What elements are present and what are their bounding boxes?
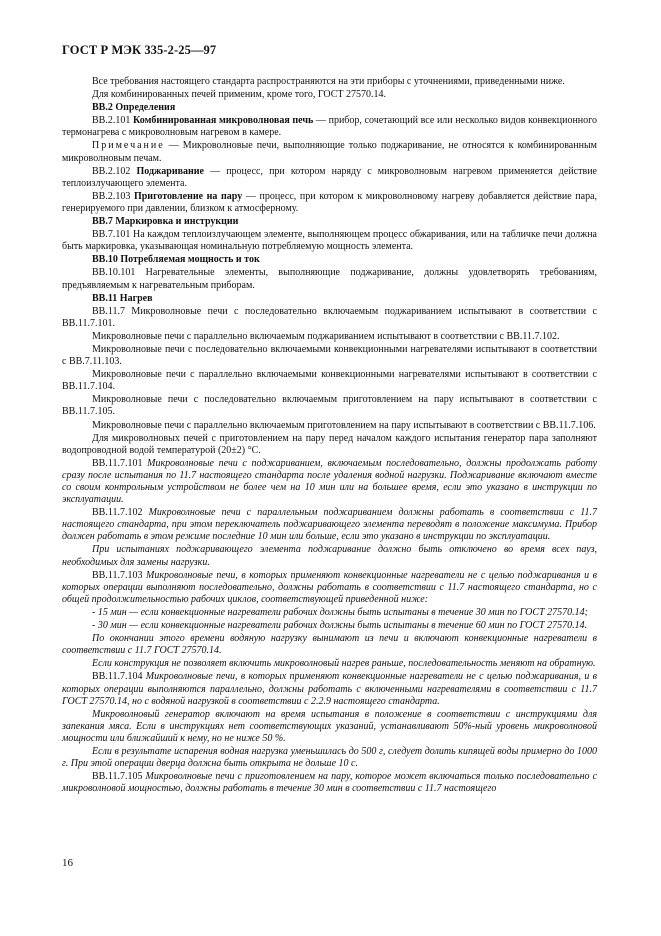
clause-number: ВВ.11.7.102 bbox=[92, 507, 143, 519]
italic-paragraph bbox=[62, 607, 597, 619]
defined-term: Приготовление на пару bbox=[133, 190, 243, 202]
clause-number: ВВ.11.7.104 bbox=[92, 671, 143, 683]
clause-text: При испытаниях поджаривающего элемента поджаривание должно быть отключено во время всех пауз, необходимых для замены нагрузки. bbox=[62, 544, 597, 568]
definition-text: — прибор, сочетающий все или несколько видов конвекционного термонагрева с микроволновым нагревом в камере. bbox=[62, 115, 598, 139]
body-paragraph bbox=[62, 420, 597, 432]
page-number: 16 bbox=[62, 857, 73, 869]
definition-text: — процесс, при котором наряду с микроволновым нагревом применяется действие теплоизлучающего элемента. bbox=[62, 165, 597, 189]
paragraph-text: Микроволновые печи с последовательно включаемыми конвекционными нагревателями испытывают в соответствии с ВВ.7.11.103. bbox=[62, 343, 597, 368]
clause-number: ВВ.11.7.105 bbox=[92, 771, 143, 783]
body-paragraph bbox=[62, 229, 597, 253]
paragraph-text: ВВ.11.7 Микроволновые печи с последовательно включаемым поджариванием испытывают в соответствии с ВВ.11.7.101. bbox=[62, 305, 597, 329]
paragraph-text: Микроволновые печи с параллельно включаемым приготовлением на пару испытывают в соответствии с ВВ.11.7.106. bbox=[92, 419, 596, 431]
body-paragraph bbox=[62, 433, 597, 457]
section-heading-text: ВВ.7 Маркировка и инструкции bbox=[92, 216, 239, 228]
paragraph-text: Микроволновые печи с последовательно включаемым приготовлением на пару испытывают в соответствии с ВВ.11.7.105. bbox=[62, 394, 597, 418]
section-heading bbox=[62, 216, 597, 228]
paragraph-text: Микроволновые печи с параллельно включаемыми конвекционными нагревателями испытывают в соответствии с ВВ.11.7.104. bbox=[62, 369, 597, 393]
definition-paragraph bbox=[62, 191, 597, 215]
body-paragraph bbox=[62, 369, 597, 393]
clause-text: Микроволновые печи, в которых применяют конвекционные нагреватели не с целью поджаривания и в которых операции выполняют последовательно, должны работать в соответствии с 11.7 настоящего стандарта, но с общей продолжительностью рабочих циклов, соответствующей приведенной ниже: bbox=[62, 569, 597, 605]
body-paragraph bbox=[62, 267, 597, 291]
italic-paragraph bbox=[62, 658, 597, 670]
italic-paragraph bbox=[62, 633, 597, 657]
body-paragraph bbox=[62, 89, 597, 101]
paragraph-text: Для комбинированных печей применим, кроме того, ГОСТ 27570.14. bbox=[92, 89, 387, 101]
clause-number: ВВ.2.101 bbox=[92, 115, 131, 127]
clause-number: ВВ.2.103 bbox=[92, 190, 131, 202]
italic-paragraph bbox=[62, 544, 597, 568]
paragraph-text: Все требования настоящего стандарта распространяются на эти приборы с уточнениями, приведенными ниже. bbox=[92, 76, 565, 87]
note-text: — Микроволновые печи, выполняющие только поджаривание, не относятся к комбинированным микроволновым печам. bbox=[62, 140, 597, 164]
italic-paragraph bbox=[62, 709, 597, 745]
italic-paragraph bbox=[62, 507, 597, 543]
clause-text: Микроволновый генератор включают на время испытания в положение в соответствии с инструкциями для запекания мяса. Если в инструкциях нет соответствующих указаний, устанавливают 50%-ный уровень микроволновой мощности или ближайший к нему, но не ниже 50 %. bbox=[62, 708, 597, 744]
italic-paragraph bbox=[62, 570, 597, 606]
clause-text: Микроволновые печи с поджариванием, включаемым последовательно, должны продолжать работу сразу после испытания по 11.7 настоящего стандарта после удаления водной нагрузки. Поджаривание включают вместе со своим контрольным устройством не более чем на 10 мин или на большее время, если это указано в инструкции по эксплуатации. bbox=[62, 457, 598, 506]
section-heading bbox=[62, 254, 597, 266]
body-paragraph bbox=[62, 394, 597, 418]
body-paragraph bbox=[62, 344, 597, 368]
clause-text: Микроволновые печи с параллельным поджариванием должны работать в соответствии с 11.7 настоящего стандарта, при этом переключатель поджаривающего элемента переводят в положение максимума. Прибор должен работать в этом режиме последние 10 мин или больше, если это указано в инструкции по эксплуатации. bbox=[62, 507, 598, 543]
note-paragraph bbox=[62, 140, 597, 164]
definition-paragraph bbox=[62, 115, 597, 139]
italic-paragraph bbox=[62, 458, 597, 506]
paragraph-text: Для микроволновых печей с приготовлением на пару перед началом каждого испытания генератор пара заполняют водопроводной водой температурой (20±2) °С. bbox=[62, 432, 597, 456]
section-heading bbox=[62, 293, 597, 305]
clause-number: ВВ.11.7.103 bbox=[92, 569, 143, 581]
clause-text: Если в результате испарения водная нагрузка уменьшилась до 500 г, следует долить кипящей воды примерно до 1000 г. При этой операции дверца должна быть открыта не дольше 10 с. bbox=[62, 745, 597, 770]
definition-paragraph bbox=[62, 166, 597, 190]
paragraph-text: ВВ.7.101 На каждом теплоизлучающем элементе, выполняющем процесс обжаривания, или на табличке печи должна быть маркировка, указывающая номинальную потребляемую мощность элемента. bbox=[62, 229, 597, 253]
clause-text: Если конструкция не позволяет включить микроволновый нагрев раньше, последовательность меняют на обратную. bbox=[92, 658, 596, 670]
body-paragraph bbox=[62, 331, 597, 343]
defined-term: Поджаривание bbox=[136, 165, 204, 177]
section-heading bbox=[62, 102, 597, 114]
clause-text: По окончании этого времени водяную нагрузку вынимают из печи и включают конвекционные нагреватели в соответствии с 11.7 ГОСТ 27570.14. bbox=[62, 633, 597, 657]
definition-text: — процесс, при котором к микроволновому нагреву добавляется действие пара, генерируемого при давлении, близком к атмосферному. bbox=[62, 190, 598, 214]
body-paragraph bbox=[62, 76, 597, 88]
italic-paragraph bbox=[62, 620, 597, 632]
clause-text: - 15 мин — если конвекционные нагреватели рабочих должны быть испытаны в течение 30 мин по ГОСТ 27570.14; bbox=[92, 606, 588, 618]
clause-number: ВВ.11.7.101 bbox=[92, 457, 143, 469]
section-heading-text: ВВ.11 Нагрев bbox=[92, 292, 153, 304]
section-heading-text: ВВ.2 Определения bbox=[92, 102, 176, 114]
paragraph-text: ВВ.10.101 Нагревательные элементы, выполняющие поджаривание, должны удовлетворять требованиям, предъявляемым к нагревательным приборам. bbox=[62, 267, 597, 291]
clause-text: Микроволновые печи с приготовлением на пару, которое может включаться только последовательно с микроволновой мощностью, должны работать в течение 30 мин в соответствии с 11.7 настоящего bbox=[62, 771, 598, 795]
paragraph-text: Микроволновые печи с параллельно включаемым поджариванием испытывают в соответствии с ВВ.11.7.102. bbox=[92, 330, 560, 342]
note-label: Примечание bbox=[92, 140, 165, 152]
italic-paragraph bbox=[62, 746, 597, 770]
clause-number: ВВ.2.102 bbox=[92, 165, 131, 177]
clause-text: Микроволновые печи, в которых применяют конвекционные нагреватели не с целью поджаривания, и в которых операции выполняются параллельно, должны работать с включенными нагревателями в соответствии с 11.7 ГОСТ 27570.14, но с водяной нагрузкой в соответствии с 2.2.9 настоящего стандарта. bbox=[62, 671, 598, 707]
document-header: ГОСТ Р МЭК 335-2-25—97 bbox=[62, 43, 217, 57]
italic-paragraph bbox=[62, 671, 597, 707]
document-body bbox=[62, 76, 597, 796]
italic-paragraph bbox=[62, 771, 597, 795]
defined-term: Комбинированная микроволновая печь bbox=[133, 115, 314, 127]
body-paragraph bbox=[62, 306, 597, 330]
section-heading-text: ВВ.10 Потребляемая мощность и ток bbox=[92, 254, 260, 266]
clause-text: - 30 мин — если конвекционные нагреватели рабочих должны быть испытаны в течение 60 мин по ГОСТ 27570.14. bbox=[92, 620, 588, 632]
